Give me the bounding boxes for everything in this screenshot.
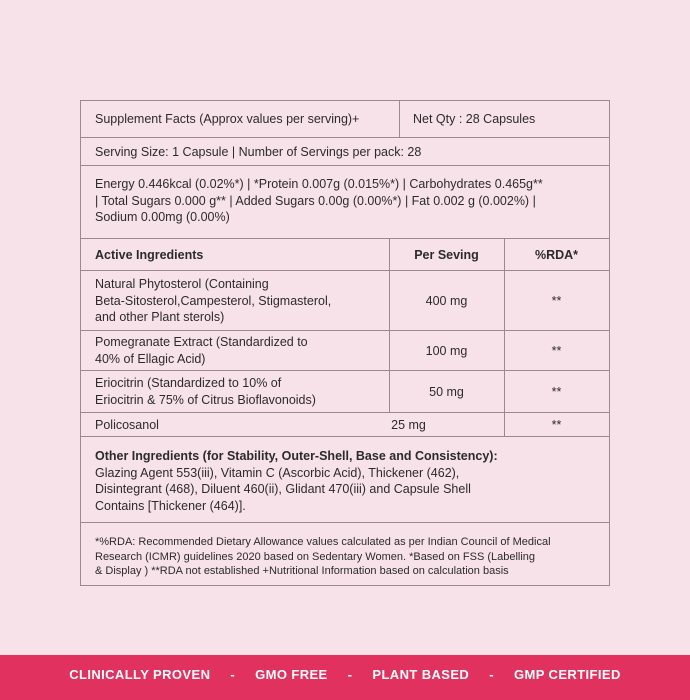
header-active-ingredients: Active Ingredients <box>95 247 204 262</box>
ingredient-name-line: Natural Phytosterol (Containing <box>95 277 269 291</box>
nutrition-line: Energy 0.446kcal (0.02%*) | *Protein 0.007g (0.015%*) | Carbohydrates 0.465g** <box>95 177 543 191</box>
other-ingredients-title: Other Ingredients (for Stability, Outer-Shell, Base and Consistency): <box>95 449 498 463</box>
ingredient-name <box>95 334 385 367</box>
supplement-facts-title: Supplement Facts (Approx values per serving)+ <box>95 112 360 126</box>
table-row <box>81 371 609 413</box>
footnote-line: Research (ICMR) guidelines 2020 based on Sedentary Women. *Based on FSS (Labelling <box>95 550 536 563</box>
table-header-row <box>81 239 609 271</box>
ingredient-name-line: Beta-Sitosterol,Campesterol, Stigmasterol, <box>95 293 332 308</box>
footnote-row <box>81 523 609 587</box>
separator: - <box>347 667 353 682</box>
per-serving-value: 100 mg <box>425 343 468 358</box>
per-serving-value: 400 mg <box>425 293 468 308</box>
serving-row <box>81 138 609 166</box>
nutrition-line: | Total Sugars 0.000 g** | Added Sugars 0.00g (0.00%*) | Fat 0.002 g (0.002%) | <box>95 193 536 208</box>
badge-clinically-proven: CLINICALLY PROVEN <box>69 667 211 682</box>
serving-info: Serving Size: 1 Capsule | Number of Servings per pack: 28 <box>95 144 422 159</box>
per-serving-value: 25 mg <box>391 417 426 432</box>
ingredient-name-line: Eriocitrin (Standardized to 10% of <box>95 376 282 390</box>
rda-value: ** <box>551 384 562 399</box>
badge-plant-based: PLANT BASED <box>372 667 470 682</box>
claims-banner <box>0 655 690 700</box>
nutrition-info <box>95 176 599 226</box>
per-serving-value: 50 mg <box>429 384 464 399</box>
rda-value: ** <box>551 293 562 308</box>
ingredient-name-line: 40% of Ellagic Acid) <box>95 351 206 366</box>
other-ingredients-line: Contains [Thickener (464)]. <box>95 498 246 513</box>
footnote-line: & Display ) **RDA not established +Nutritional Information based on calculation basis <box>95 565 509 577</box>
ingredient-name-line: Eriocitrin & 75% of Citrus Bioflavonoids) <box>95 392 316 407</box>
nutrition-row <box>81 166 609 239</box>
header-rda: %RDA* <box>534 247 579 262</box>
other-ingredients-row <box>81 437 609 523</box>
table-row <box>81 271 609 331</box>
rda-value: ** <box>551 417 562 432</box>
rda-value: ** <box>551 343 562 358</box>
nutrition-line: Sodium 0.00mg (0.00%) <box>95 210 230 224</box>
header-row <box>81 101 609 138</box>
footnote <box>95 535 599 579</box>
badge-gmp-certified: GMP CERTIFIED <box>513 667 621 682</box>
ingredient-name <box>95 276 385 326</box>
separator: - <box>489 667 494 682</box>
ingredient-name: Policosanol <box>95 417 159 432</box>
other-ingredients-line: Glazing Agent 553(iii), Vitamin C (Ascorbic Acid), Thickener (462), <box>95 465 460 480</box>
badge-gmo-free: GMO FREE <box>255 667 328 682</box>
table-row <box>81 331 609 371</box>
supplement-facts-panel <box>80 100 610 586</box>
ingredient-name <box>95 375 385 408</box>
net-qty: Net Qty : 28 Capsules <box>413 112 536 126</box>
other-ingredients-line: Disintegrant (468), Diluent 460(ii), Glidant 470(iii) and Capsule Shell <box>95 482 471 496</box>
separator: - <box>230 667 236 682</box>
footnote-line: *%RDA: Recommended Dietary Allowance values calculated as per Indian Council of Medical <box>95 536 551 548</box>
ingredient-name-line: and other Plant sterols) <box>95 310 225 324</box>
table-row <box>81 413 609 437</box>
other-ingredients <box>95 448 599 514</box>
ingredient-name-line: Pomegranate Extract (Standardized to <box>95 335 308 349</box>
header-per-serving: Per Seving <box>414 247 479 262</box>
